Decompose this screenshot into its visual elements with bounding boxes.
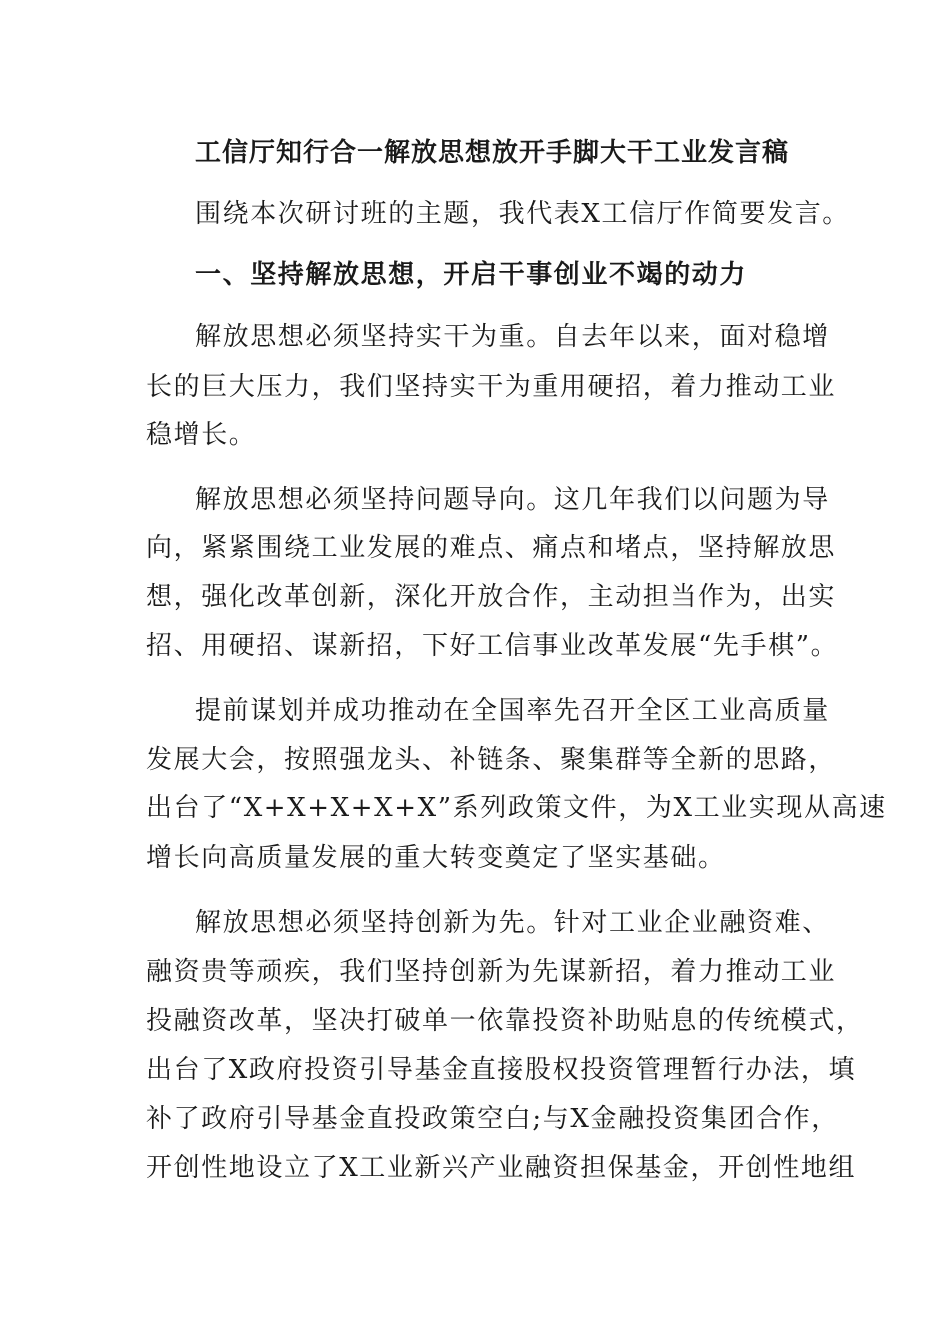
paragraph-line: 出台了“X+X+X+X+X”系列政策文件，为X工业实现从高速	[146, 793, 887, 823]
paragraph-line: 解放思想必须坚持问题导向。这几年我们以问题为导	[195, 485, 830, 515]
document-title: 工信厅知行合一解放思想放开手脚大干工业发言稿	[195, 138, 790, 168]
paragraph-line: 向，紧紧围绕工业发展的难点、痛点和堵点，坚持解放思	[146, 533, 837, 563]
paragraph-line: 解放思想必须坚持实干为重。自去年以来，面对稳增	[195, 322, 830, 352]
paragraph-line: 补了政府引导基金直投政策空白;与X金融投资集团合作，	[146, 1104, 839, 1134]
paragraph-line: 增长向高质量发展的重大转变奠定了坚实基础。	[146, 843, 726, 873]
paragraph-line: 发展大会，按照强龙头、补链条、聚集群等全新的思路，	[146, 745, 837, 775]
intro-line: 围绕本次研讨班的主题，我代表X工信厅作简要发言。	[195, 199, 850, 229]
paragraph-line: 提前谋划并成功推动在全国率先召开全区工业高质量	[195, 696, 830, 726]
paragraph-line: 解放思想必须坚持创新为先。针对工业企业融资难、	[195, 908, 830, 938]
paragraph-line: 投融资改革，坚决打破单一依靠投资补助贴息的传统模式，	[146, 1006, 864, 1036]
paragraph-line: 稳增长。	[146, 420, 257, 450]
paragraph-line: 开创性地设立了X工业新兴产业融资担保基金，开创性地组	[146, 1153, 857, 1183]
paragraph-line: 长的巨大压力，我们坚持实干为重用硬招，着力推动工业	[146, 372, 837, 402]
paragraph-line: 想，强化改革创新，深化开放合作，主动担当作为，出实	[146, 582, 837, 612]
paragraph-line: 融资贵等顽疾，我们坚持创新为先谋新招，着力推动工业	[146, 957, 837, 987]
paragraph-line: 出台了X政府投资引导基金直接股权投资管理暂行办法，填	[146, 1055, 857, 1085]
section-heading: 一、坚持解放思想，开启干事创业不竭的动力	[195, 260, 748, 290]
paragraph-line: 招、用硬招、谋新招，下好工信事业改革发展“先手棋”。	[146, 631, 839, 661]
